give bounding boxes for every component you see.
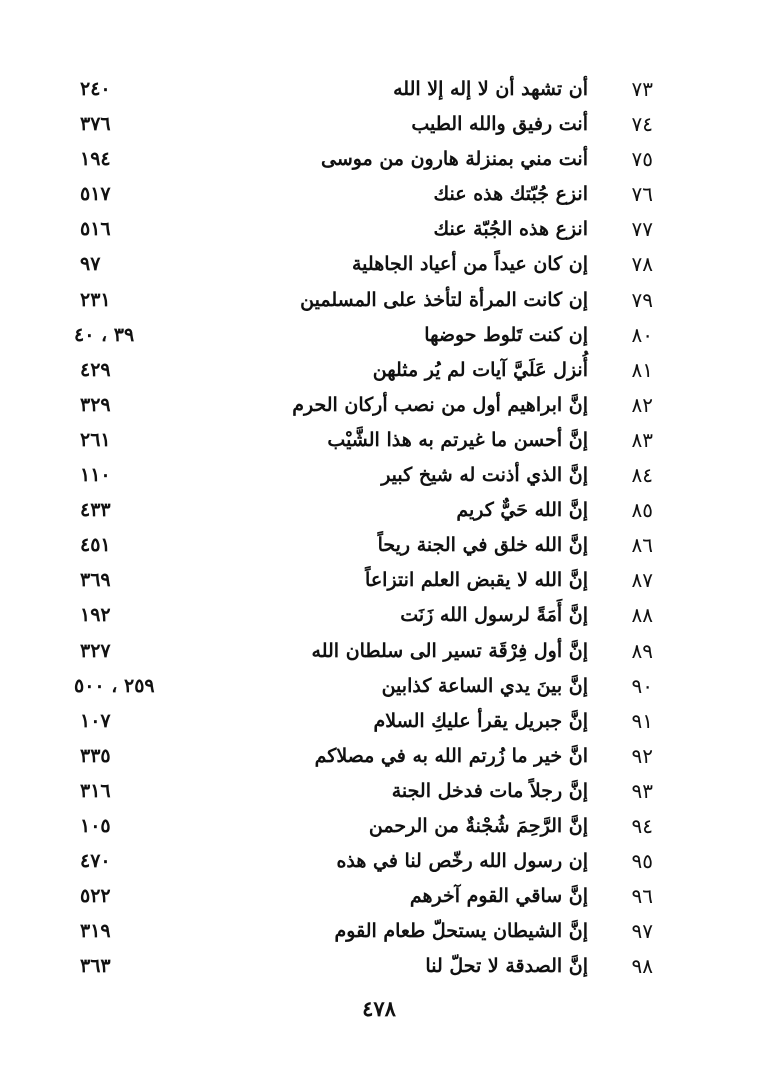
entry-text: إنَّ الرَّحِمَ شُجْنةٌ من الرحمن — [368, 814, 588, 837]
entry-text: إنَّ الله لا يقبض العلم انتزاعاً — [365, 569, 588, 592]
entry-page-ref: ٣٩ ، ٤٠ — [74, 323, 135, 346]
hadith-index-list — [0, 75, 758, 987]
entry-number: ٧٥ — [631, 147, 653, 172]
entry-number: ٩١ — [631, 708, 653, 733]
entry-page-ref: ٩٧ — [80, 253, 101, 276]
index-row — [0, 777, 758, 812]
index-row — [0, 952, 758, 987]
entry-text: انزع جُبّتك هذه عنك — [433, 183, 588, 206]
entry-number: ٨٨ — [631, 603, 653, 628]
entry-page-ref: ٣٦٩ — [80, 569, 111, 592]
index-row — [0, 882, 758, 917]
entry-text: أنت رفيق والله الطيب — [411, 113, 588, 136]
entry-text: انزع هذه الجُبّة عنك — [433, 218, 588, 241]
index-row — [0, 566, 758, 601]
index-row — [0, 286, 758, 321]
index-row — [0, 75, 758, 110]
entry-page-ref: ٤٢٩ — [80, 358, 111, 381]
entry-page-ref: ٣٦٣ — [80, 955, 111, 978]
index-row — [0, 356, 758, 391]
entry-number: ٧٦ — [631, 182, 653, 207]
entry-number: ٩٥ — [631, 849, 653, 874]
entry-page-ref: ٢٥٩ ، ٥٠٠ — [74, 674, 155, 697]
index-row — [0, 391, 758, 426]
entry-page-ref: ٥١٦ — [80, 218, 111, 241]
index-row — [0, 461, 758, 496]
entry-text: إن كانت المرأة لتأخذ على المسلمين — [300, 288, 588, 311]
entry-page-ref: ١٠٧ — [80, 709, 111, 732]
entry-text: إنَّ أول فِرْقَة تسير الى سلطان الله — [311, 639, 588, 662]
entry-text: إنَّ الشيطان يستحلّ طعام القوم — [334, 920, 588, 943]
entry-number: ٧٩ — [631, 287, 653, 312]
index-row — [0, 110, 758, 145]
entry-number: ٩٦ — [631, 884, 653, 909]
entry-number: ٨٤ — [631, 463, 653, 488]
index-row — [0, 601, 758, 636]
entry-page-ref: ١٩٤ — [80, 148, 111, 171]
index-row — [0, 917, 758, 952]
entry-text: إنَّ أحسن ما غيرتم به هذا الشَّيْب — [327, 428, 588, 451]
entry-number: ٨١ — [631, 357, 653, 382]
index-row — [0, 742, 758, 777]
entry-text: إنَّ الذي أذنت له شيخ كبير — [381, 464, 588, 487]
index-row — [0, 426, 758, 461]
entry-number: ٧٧ — [631, 217, 653, 242]
entry-page-ref: ٢٤٠ — [80, 78, 111, 100]
entry-page-ref: ٣٣٥ — [80, 744, 111, 767]
index-row — [0, 812, 758, 847]
entry-text: إن كان عيداً من أعياد الجاهلية — [351, 253, 588, 276]
entry-page-ref: ٤٥١ — [80, 534, 111, 557]
entry-text: إنَّ الله خلق في الجنة ريحاً — [377, 534, 588, 557]
entry-number: ٩٧ — [631, 919, 653, 944]
entry-number: ٨٠ — [631, 322, 653, 347]
entry-text: إنَّ ابراهيم أول من نصب أركان الحرم — [292, 393, 588, 416]
entry-text: إنَّ الصدقة لا تحلّ لنا — [425, 955, 588, 978]
entry-page-ref: ١١٠ — [80, 464, 111, 487]
index-row — [0, 250, 758, 285]
entry-text: إنَّ رجلاً مات فدخل الجنة — [391, 779, 588, 802]
entry-number: ٧٨ — [631, 252, 653, 277]
index-row — [0, 321, 758, 356]
index-row — [0, 707, 758, 742]
index-row — [0, 496, 758, 531]
entry-text: إنَّ الله حَيٌّ كريم — [456, 499, 588, 522]
entry-number: ٧٤ — [631, 112, 653, 137]
entry-page-ref: ٣١٩ — [80, 920, 111, 943]
entry-number: ٩٨ — [631, 954, 653, 979]
entry-page-ref: ١٩٢ — [80, 604, 111, 627]
entry-page-ref: ١٠٥ — [80, 814, 111, 837]
index-row — [0, 672, 758, 707]
entry-number: ٩٢ — [631, 743, 653, 768]
entry-text: إن كنت تَلوط حوضها — [424, 323, 588, 346]
entry-number: ٨٦ — [631, 533, 653, 558]
entry-page-ref: ٣٢٧ — [80, 639, 111, 662]
entry-number: ٧٣ — [631, 77, 653, 101]
entry-page-ref: ٢٦١ — [80, 428, 111, 451]
entry-text: انَّ خير ما زُرتم الله به في مصلاكم — [314, 744, 588, 767]
entry-page-ref: ٥٢٢ — [80, 885, 111, 908]
entry-page-ref: ٤٣٣ — [80, 499, 111, 522]
entry-page-ref: ٣٧٦ — [80, 113, 111, 136]
index-row — [0, 180, 758, 215]
index-row — [0, 215, 758, 250]
entry-text: أُنزل عَلَيَّ آيات لم يُر مثلهن — [372, 358, 588, 381]
index-row — [0, 847, 758, 882]
entry-text: إنَّ أَمَةً لرسول الله زَنَت — [400, 604, 588, 627]
page-number: ٤٧٨ — [362, 996, 396, 1021]
entry-page-ref: ٣٢٩ — [80, 393, 111, 416]
entry-text: إنَّ ساقي القوم آخرهم — [409, 885, 588, 908]
entry-page-ref: ٣١٦ — [80, 779, 111, 802]
entry-page-ref: ٢٣١ — [80, 288, 111, 311]
entry-number: ٩٣ — [631, 778, 653, 803]
entry-number: ٨٧ — [631, 568, 653, 593]
entry-number: ٨٥ — [631, 498, 653, 523]
entry-number: ٩٤ — [631, 813, 653, 838]
entry-text: إن رسول الله رخّص لنا في هذه — [336, 850, 588, 873]
entry-number: ٨٢ — [631, 392, 653, 417]
entry-page-ref: ٥١٧ — [80, 183, 111, 206]
index-row — [0, 637, 758, 672]
entry-text: أنت مني بمنزلة هارون من موسى — [320, 148, 588, 171]
entry-text: إنَّ بينَ يدي الساعة كذابين — [381, 674, 588, 697]
entry-number: ٨٩ — [631, 638, 653, 663]
entry-page-ref: ٤٧٠ — [80, 850, 111, 873]
entry-number: ٨٣ — [631, 427, 653, 452]
entry-text: إنَّ جبريل يقرأ عليكِ السلام — [373, 709, 588, 732]
entry-text: أن تشهد أن لا إله إلا الله — [393, 78, 588, 100]
index-row — [0, 145, 758, 180]
index-row — [0, 531, 758, 566]
entry-number: ٩٠ — [631, 673, 653, 698]
